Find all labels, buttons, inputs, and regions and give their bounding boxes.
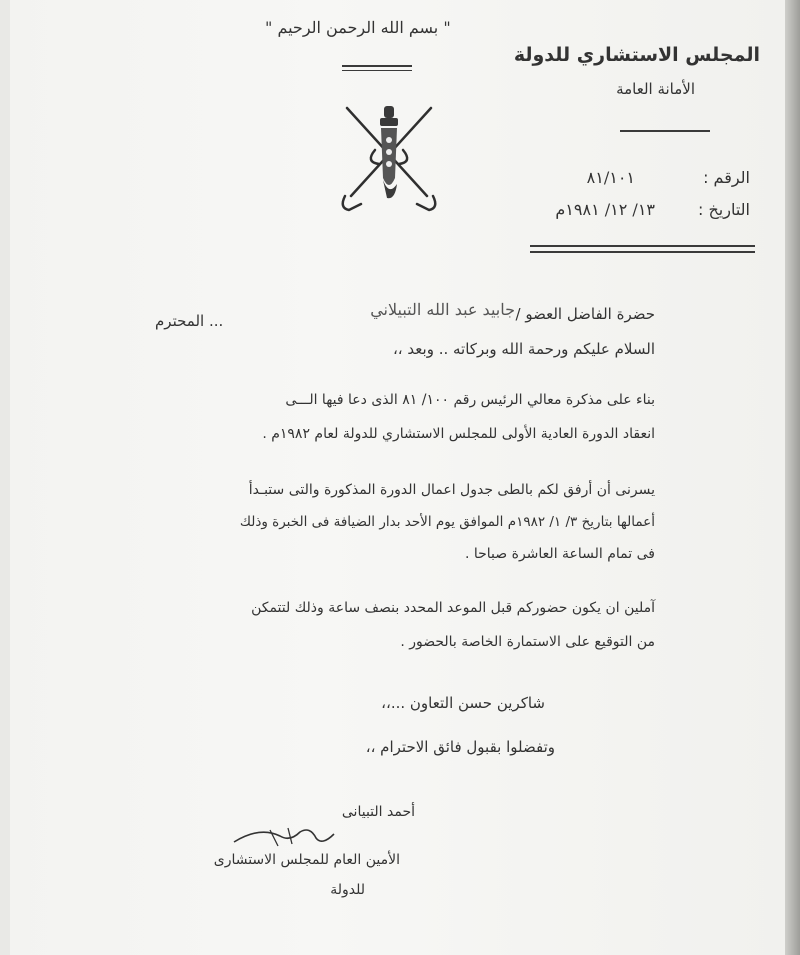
handwritten-signature-icon — [230, 822, 340, 852]
letter-page — [10, 0, 785, 955]
paragraph-3-line-1: آملين ان يكون حضوركم قبل الموعد المحدد بنصف ساعة وذلك لتتمكن — [251, 600, 655, 616]
basmala-underline-2 — [342, 70, 412, 71]
header-divider-2 — [530, 251, 755, 253]
date-value: ١٣/ ١٢/ ١٩٨١م — [555, 200, 655, 219]
recipient-name: جابيد عبد الله التبيلاني — [370, 300, 515, 319]
paragraph-2-line-1: يسرنى أن أرفق لكم بالطى جدول اعمال الدورة المذكورة والتى ستبـدأ — [248, 482, 655, 498]
date-label: التاريخ : — [697, 200, 750, 219]
department-name: الأمانة العامة — [616, 80, 695, 98]
ref-label: الرقم : — [703, 168, 750, 187]
header-divider — [530, 245, 755, 247]
salutation-prefix: حضرة الفاضل العضو / — [515, 305, 655, 323]
signatory-title-line-2: للدولة — [330, 882, 365, 898]
institution-name: المجلس الاستشاري للدولة — [513, 44, 760, 66]
paragraph-2-line-3: فى تمام الساعة العاشرة صباحا . — [464, 546, 655, 562]
thanks-line: شاكرين حسن التعاون ...،، — [381, 694, 545, 712]
closing-line: وتفضلوا بقبول فائق الاحترام ،، — [365, 738, 555, 756]
basmala-underline — [342, 65, 412, 67]
paragraph-1-line-1: بناء على مذكرة معالي الرئيس رقم ١٠٠/ ٨١ الذى دعا فيها الـــى — [285, 392, 655, 408]
greeting: السلام عليكم ورحمة الله وبركاته .. وبعد ،، — [392, 340, 655, 358]
paper-edge — [785, 0, 800, 955]
basmala: " بسم الله الرحمن الرحيم " — [265, 18, 451, 37]
paragraph-1-line-2: انعقاد الدورة العادية الأولى للمجلس الاستشاري للدولة لعام ١٩٨٢م . — [262, 426, 655, 442]
signatory-name: أحمد التبيانى — [341, 804, 415, 820]
paragraph-3-line-2: من التوقيع على الاستمارة الخاصة بالحضور . — [400, 634, 655, 650]
paragraph-2-line-2: أعمالها بتاريخ ٣/ ١/ ١٩٨٢م الموافق يوم الأحد بدار الضيافة فى الخبرة وذلك — [239, 514, 655, 530]
oman-khanjar-emblem-icon — [335, 100, 443, 215]
signatory-title-line-1: الأمين العام للمجلس الاستشارى — [213, 852, 400, 868]
department-underline — [620, 130, 710, 132]
ref-value: ٨١/١٠١ — [586, 168, 635, 187]
salutation-suffix: ... المحترم — [155, 312, 224, 330]
